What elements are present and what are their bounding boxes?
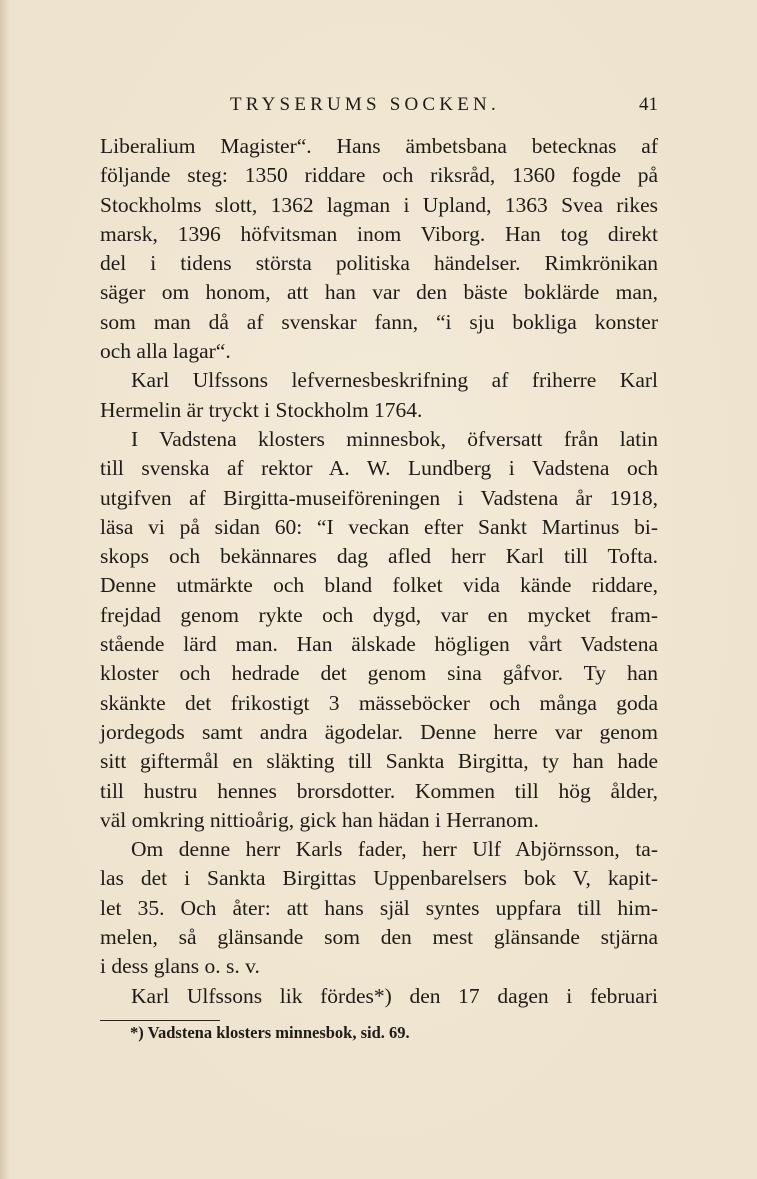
text-line: och alla lagar“. — [100, 339, 231, 364]
footnote-rule — [100, 1020, 220, 1021]
running-title: TRYSERUMS SOCKEN. — [230, 94, 500, 115]
page-header — [100, 94, 658, 122]
text-line: i dess glans o. s. v. — [100, 954, 260, 979]
text-line: till hustru hennes brorsdotter. Kommen till hög ålder, — [100, 778, 658, 803]
text-line: frejdad genom rykte och dygd, var en mycket fram- — [100, 602, 658, 627]
text-line: Om denne herr Karls fader, herr Ulf Abjörnsson, ta- — [131, 837, 658, 862]
text-line: marsk, 1396 höfvitsman inom Viborg. Han tog direkt — [100, 221, 658, 246]
text-line: som man då af svenskar fann, “i sju bokliga konster — [100, 309, 658, 334]
text-line: Liberalium Magister“. Hans ämbetsbana betecknas af — [100, 134, 658, 158]
text-line: säger om honom, att han var den bäste boklärde man, — [100, 280, 658, 305]
text-line: Karl Ulfssons lefvernesbeskrifning af friherre Karl — [131, 368, 658, 393]
text-line: läsa vi på sidan 60: “I veckan efter Sankt Martinus bi- — [100, 514, 658, 539]
footnote: *) Vadstena klosters minnesbok, sid. 69. — [130, 1023, 410, 1042]
text-line: utgifven af Birgitta-museiföreningen i Vadstena år 1918, — [100, 485, 658, 510]
text-line: I Vadstena klosters minnesbok, öfversatt från latin — [131, 426, 658, 451]
text-line: Denne utmärkte och bland folket vida kände riddare, — [100, 573, 658, 598]
text-line: skänkte det frikostigt 3 mässeböcker och många goda — [100, 690, 658, 715]
text-line: Hermelin är tryckt i Stockholm 1764. — [100, 397, 423, 422]
text-line: följande steg: 1350 riddare och riksråd, 1360 fogde på — [100, 163, 658, 188]
text-line: del i tidens största politiska händelser. Rimkrönikan — [100, 251, 658, 276]
text-line: kloster och hedrade det genom sina gåfvor. Ty han — [100, 661, 658, 686]
text-line: Stockholms slott, 1362 lagman i Upland, 1363 Svea rikes — [100, 192, 658, 217]
text-line: jordegods samt andra ägodelar. Denne herre var genom — [100, 719, 658, 744]
text-line: melen, så glänsande som den mest glänsande stjärna — [100, 925, 658, 950]
text-line: väl omkring nittioårig, gick han hädan i Herranom. — [100, 807, 539, 832]
body-text — [100, 132, 658, 1011]
text-line: sitt giftermål en släkting till Sankta Birgitta, ty han hade — [100, 749, 658, 774]
text-line: let 35. Och åter: att hans själ syntes uppfara till him- — [100, 895, 658, 920]
text-line: stående lärd man. Han älskade högligen vårt Vadstena — [100, 632, 658, 657]
text-line: Karl Ulfssons lik fördes*) den 17 dagen i februari — [131, 983, 658, 1008]
text-line: skops och bekännares dag afled herr Karl till Tofta. — [100, 544, 658, 569]
text-line: las det i Sankta Birgittas Uppenbarelsers bok V, kapit- — [100, 866, 658, 891]
page-binding-shadow — [0, 0, 10, 1179]
text-line: till svenska af rektor A. W. Lundberg i Vadstena och — [100, 456, 658, 481]
page-number: 41 — [639, 94, 658, 115]
